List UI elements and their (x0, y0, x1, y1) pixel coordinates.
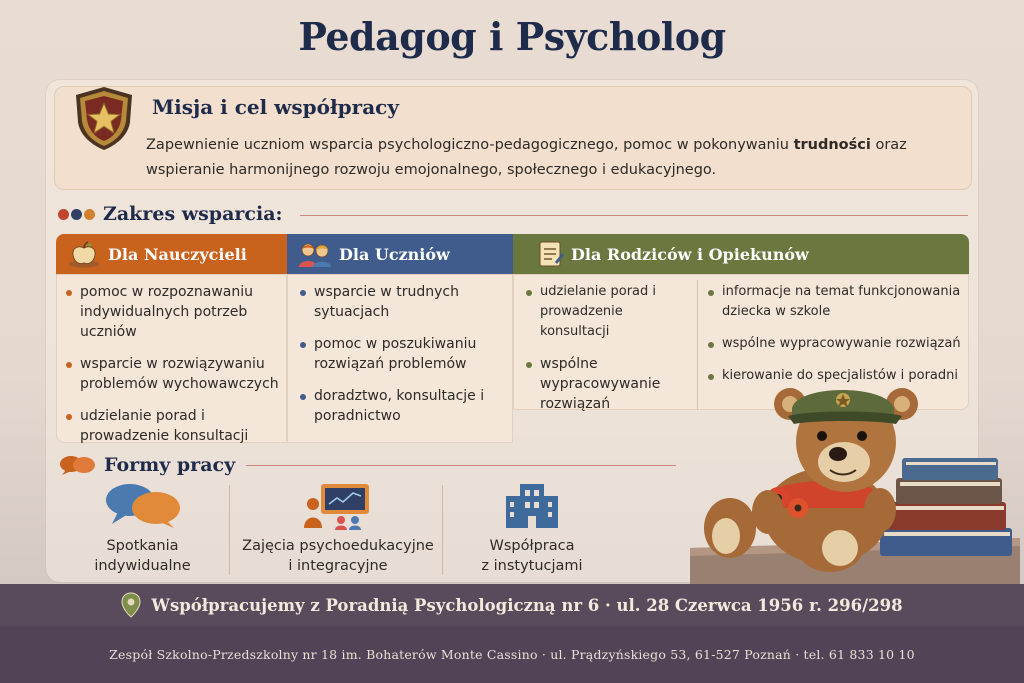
form-label-line1: Zajęcia psychoedukacyjne (242, 538, 434, 554)
list-item: kierowanie do specjalistów i poradni (706, 366, 968, 386)
apple-icon (66, 240, 102, 268)
footer-partner-bar (0, 584, 1024, 626)
dots-icon (58, 209, 95, 220)
column-title-parents: Dla Rodziców i Opiekunów (571, 244, 809, 264)
list-item: pomoc w poszukiwaniu rozwiązań problemów (298, 334, 503, 374)
star-shield-icon (70, 84, 138, 152)
forms-title: Formy pracy (104, 454, 236, 476)
column-header-teachers (56, 234, 287, 274)
list-item: wsparcie w trudnych sytuacjach (298, 282, 503, 322)
classroom-icon (303, 482, 373, 530)
list-item: doradztwo, konsultacje i poradnictwo (298, 386, 503, 426)
list-item: wsparcie w rozwiązywaniu problemów wychowawczych (64, 354, 284, 394)
column-title-teachers: Dla Nauczycieli (108, 244, 247, 264)
mission-title: Misja i cel współpracy (152, 95, 399, 119)
students-list (298, 282, 503, 438)
form-label-line2: indywidualne (94, 558, 191, 574)
divider (300, 215, 968, 216)
form-divider (442, 485, 443, 575)
footer-school-bar (0, 626, 1024, 683)
parents-list-left (524, 282, 694, 426)
mission-text: Zapewnienie uczniom wsparcia psychologiczno-pedagogicznego, pomoc w pokonywaniu trudności oraz wspieranie harmonijnego rozwoju emojonalnego, społecznego i edukacyjnego. (146, 137, 907, 178)
mission-text-bold: trudności (793, 137, 871, 153)
building-icon (502, 482, 562, 530)
speech-bubbles-icon (58, 454, 96, 476)
divider (246, 465, 676, 466)
scope-title: Zakres wsparcia: (103, 203, 283, 225)
list-item: wspólne wypracowywanie rozwiązań (524, 354, 694, 414)
list-item: udzielanie porad i prowadzenie konsultacji (64, 406, 284, 446)
list-item: pomoc w rozpoznawaniu indywidualnych potrzeb uczniów (64, 282, 284, 342)
footer-school-text: Zespół Szkolno-Przedszkolny nr 18 im. Bohaterów Monte Cassino · ul. Prądzyńskiego 53, 61-527 Poznań · tel. 61 833 10 10 (109, 647, 915, 662)
form-label-line2: z instytucjami (481, 558, 583, 574)
document-icon (535, 240, 565, 268)
footer-partner-text: Współpracujemy z Poradnią Psychologiczną nr 6 · ul. 28 Czerwca 1956 r. 296/298 (151, 595, 903, 615)
teachers-list (64, 282, 284, 458)
column-title-students: Dla Uczniów (339, 244, 450, 264)
list-item: udzielanie porad i prowadzenie konsultacji (524, 282, 694, 342)
form-label-line1: Współpraca (489, 538, 575, 554)
students-icon (297, 240, 333, 268)
books-icon (880, 458, 1012, 556)
form-individual-meetings (60, 482, 225, 576)
list-item: wspólne wypracowywanie rozwiązań (706, 334, 968, 354)
column-header-students (287, 234, 513, 274)
form-label-line2: i integracyjne (288, 558, 388, 574)
teddy-bear-illustration (690, 378, 1020, 584)
location-pin-icon (121, 592, 141, 618)
form-label-line1: Spotkania (106, 538, 179, 554)
chat-bubbles-icon (100, 482, 186, 530)
form-psychoeducational (236, 482, 440, 576)
page-title: Pedagog i Psycholog (298, 14, 726, 59)
scope-heading (58, 203, 283, 225)
column-header-parents (513, 234, 969, 274)
form-divider (229, 485, 230, 575)
forms-heading (58, 454, 235, 476)
form-institutions (452, 482, 612, 576)
list-item: informacje na temat funkcjonowania dziecka w szkole (706, 282, 968, 322)
